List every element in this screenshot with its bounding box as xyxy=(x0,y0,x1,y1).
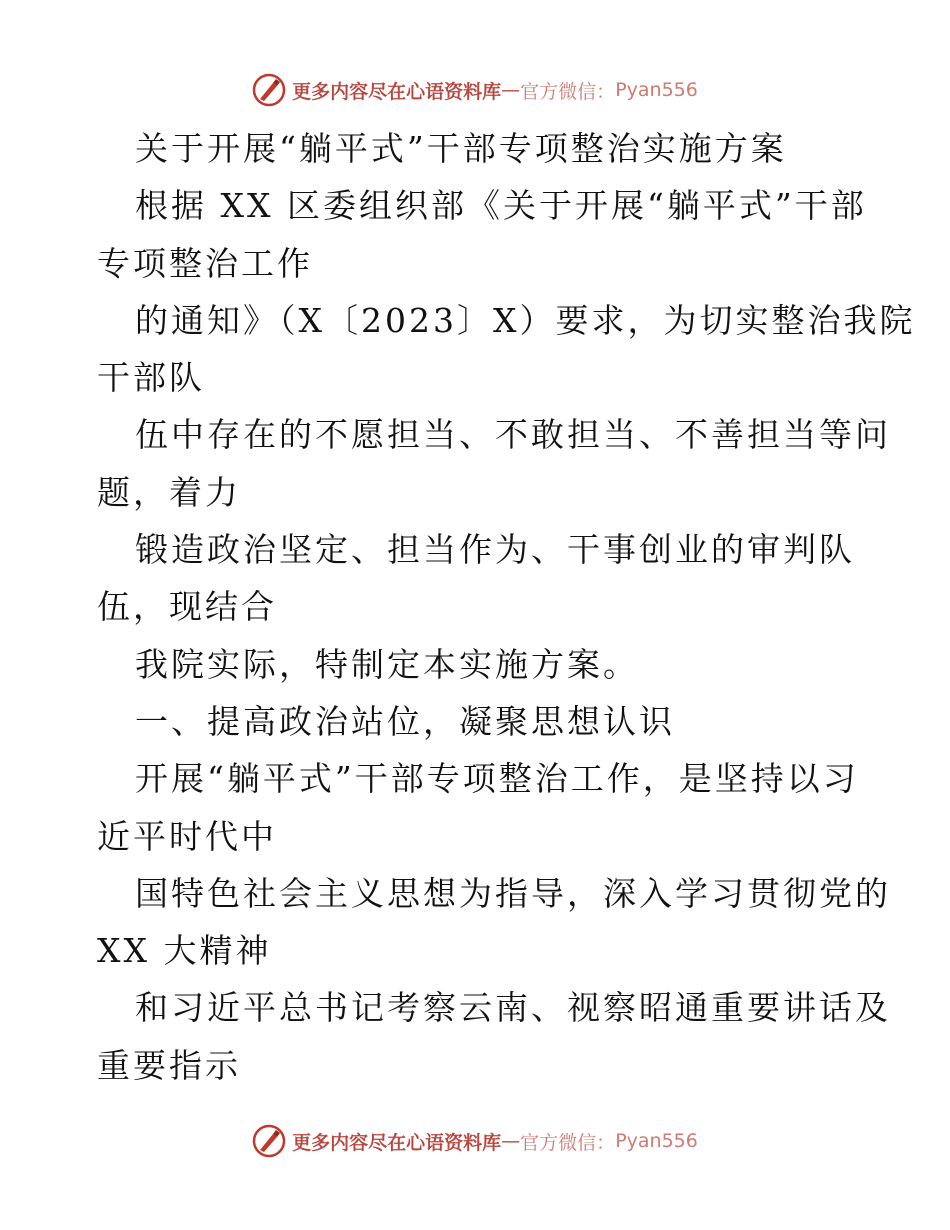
text-line: 开展“躺平式”干部专项整治工作，是坚持以习 xyxy=(135,759,859,799)
footer-watermark xyxy=(0,1121,950,1161)
text-line: 关于开展“躺平式”干部专项整治实施方案 xyxy=(135,129,787,168)
text-line: 根据 XX 区委组织部《关于开展“躺平式”干部 xyxy=(135,186,867,226)
text-line: 题，着力 xyxy=(97,472,241,512)
text-line: 锻造政治坚定、担当作为、干事创业的审判队 xyxy=(135,530,855,570)
text-line: 一、提高政治站位，凝聚思想认识 xyxy=(135,701,675,741)
text-line: 我院实际，特制定本实施方案。 xyxy=(135,644,639,684)
text-line: 重要指示 xyxy=(97,1045,241,1085)
text-line: 干部队 xyxy=(97,358,205,398)
text-line: XX 大精神 xyxy=(97,931,272,971)
watermark-dash: — xyxy=(501,79,521,101)
text-line: 伍，现结合 xyxy=(97,587,277,627)
watermark-text: 更多内容尽在心语资料库 xyxy=(292,1131,502,1154)
text-line: 国特色社会主义思想为指导，深入学习贯彻党的 xyxy=(135,873,891,913)
text-line: 近平时代中 xyxy=(97,816,277,856)
watermark-wechat-label: 官方微信： xyxy=(520,1131,616,1154)
text-line: 的通知》（X〔2023〕X）要求，为切实整治我院 xyxy=(135,300,916,340)
text-line: 专项整治工作 xyxy=(97,243,313,283)
watermark-dash: — xyxy=(501,1130,521,1152)
text-line: 伍中存在的不愿担当、不敢担当、不善担当等问 xyxy=(135,415,891,455)
header-watermark xyxy=(0,70,950,110)
text-line: 和习近平总书记考察云南、视察昭通重要讲话及 xyxy=(135,988,891,1028)
watermark-wechat-id: Pyan556 xyxy=(615,1130,698,1152)
watermark-wechat-id: Pyan556 xyxy=(615,79,698,101)
watermark-wechat-label: 官方微信： xyxy=(520,80,616,103)
document-body xyxy=(97,120,916,1094)
pen-logo-icon xyxy=(252,1124,286,1158)
pen-logo-icon xyxy=(252,73,286,107)
watermark-text: 更多内容尽在心语资料库 xyxy=(292,80,502,103)
